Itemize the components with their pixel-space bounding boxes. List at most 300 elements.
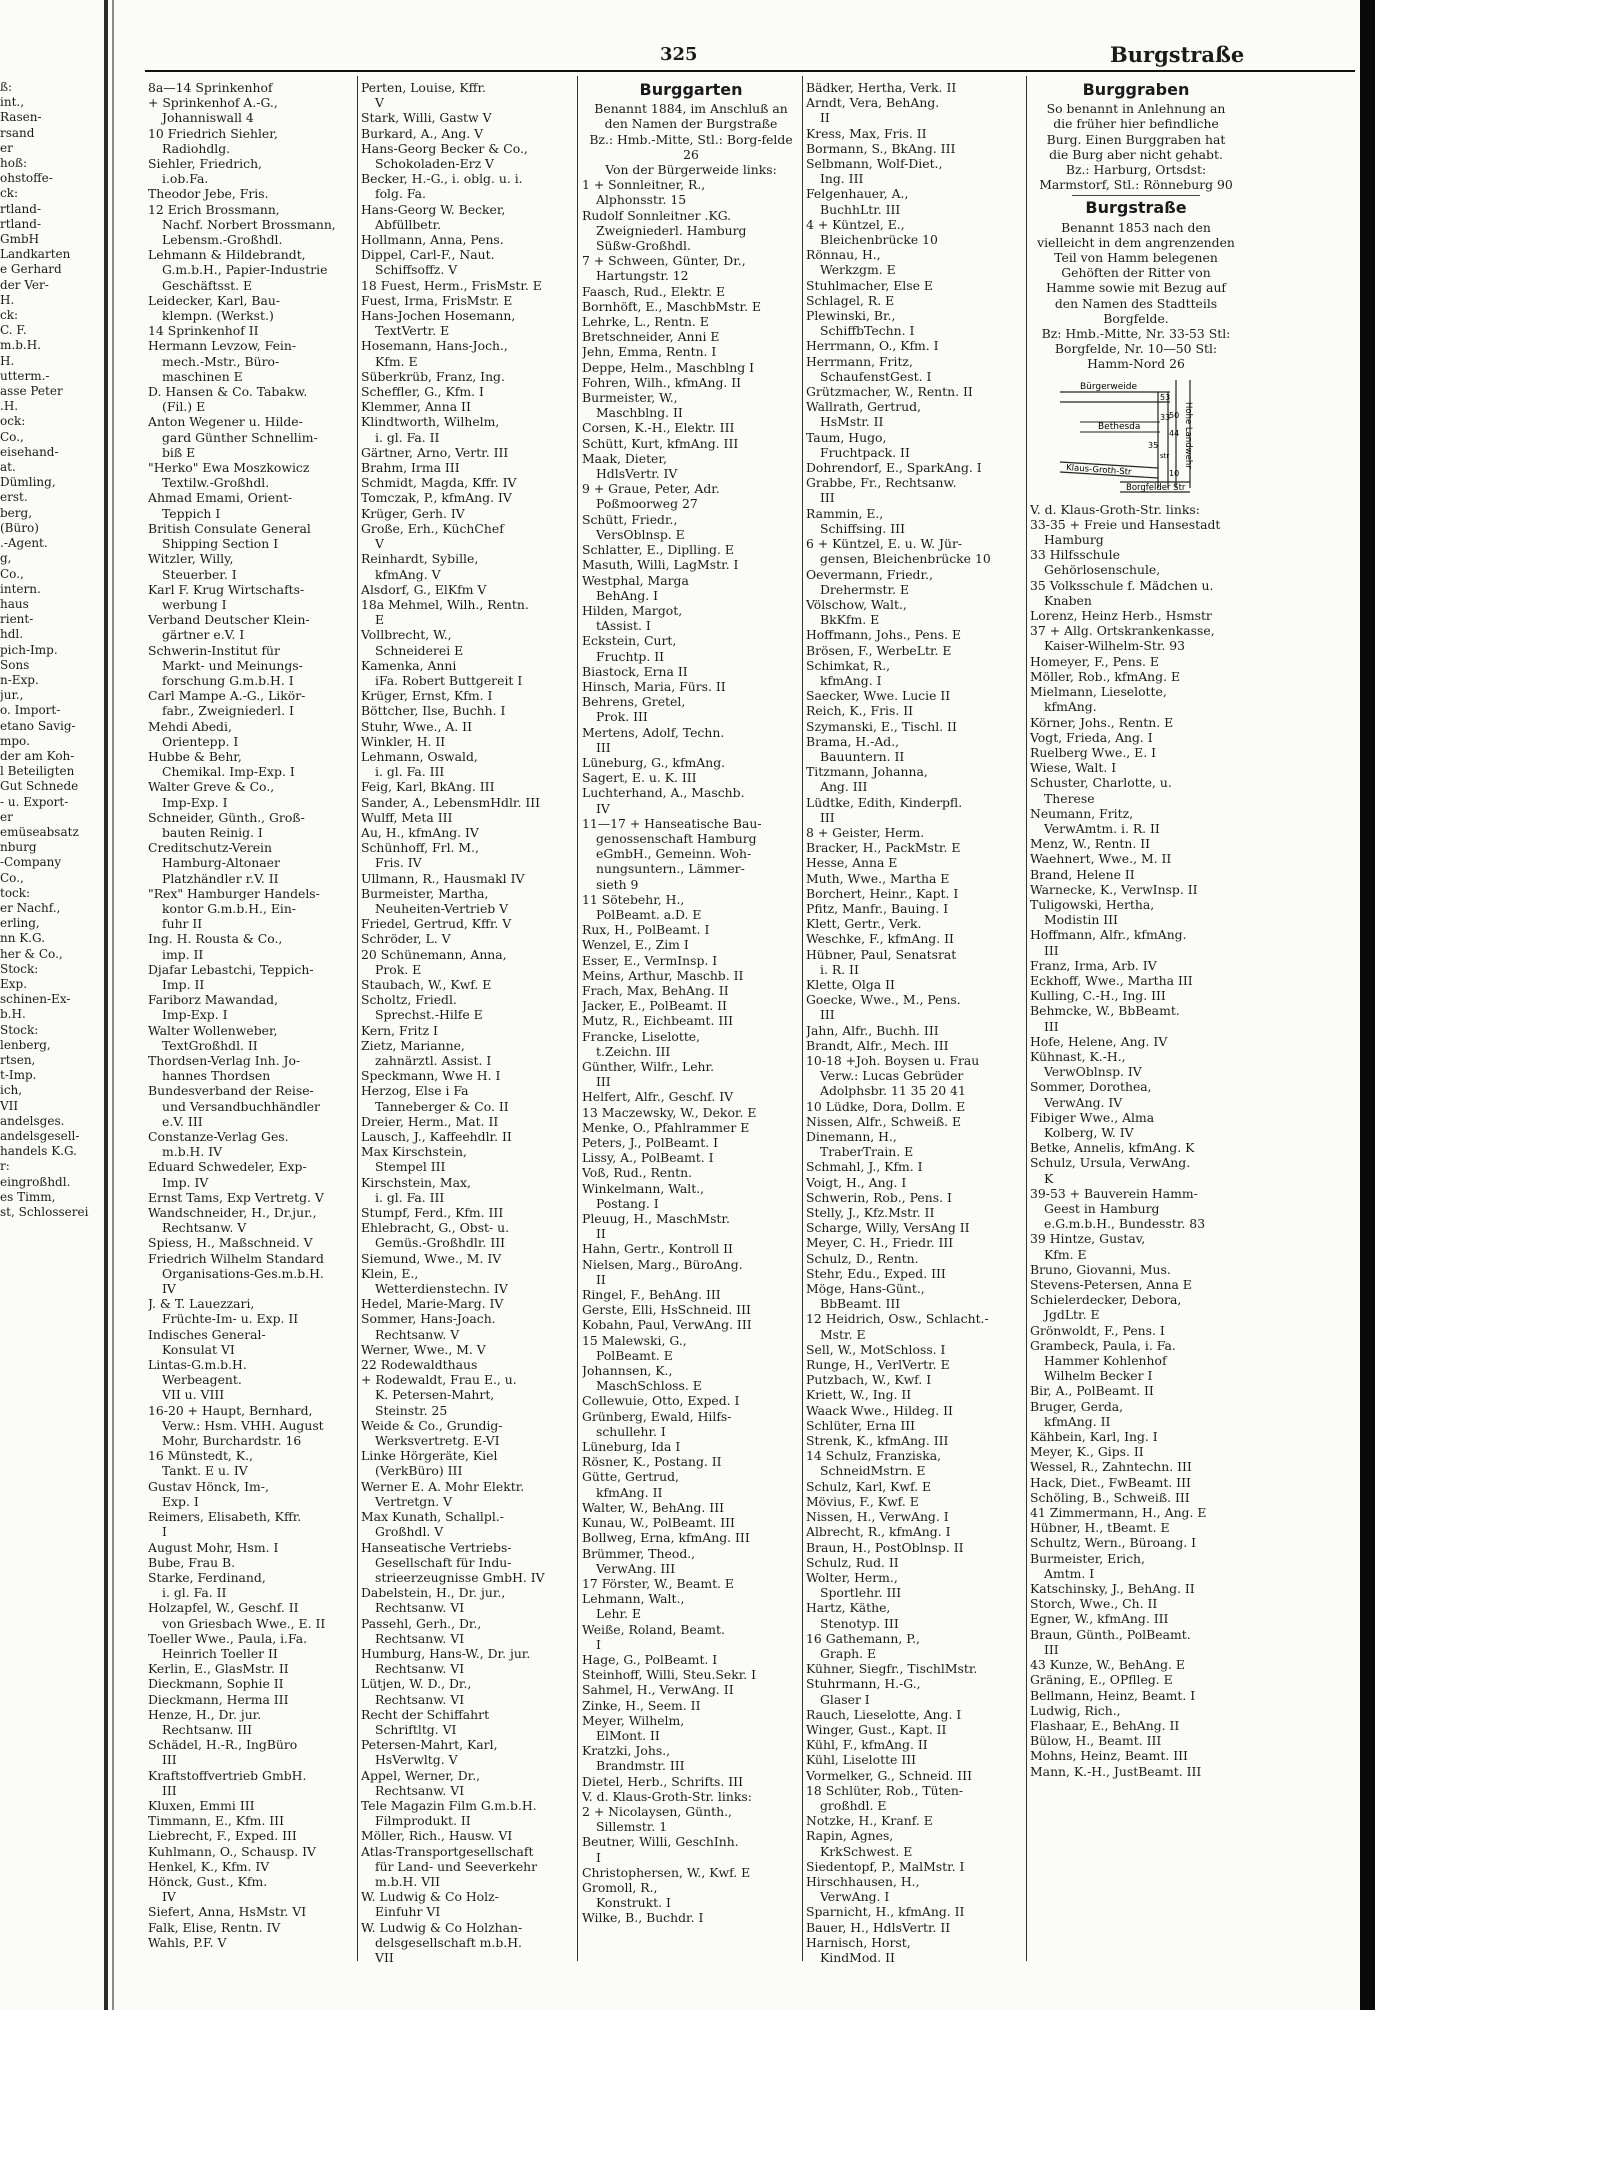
directory-entry: Dietel, Herb., Schrifts. III [582, 1773, 743, 1789]
directory-entry: Nissen, H., VerwAng. I [806, 1509, 949, 1525]
directory-entry: Exp. I [162, 1493, 199, 1509]
directory-entry: Stempel III [375, 1159, 446, 1175]
directory-entry: n-Exp. [0, 672, 39, 687]
directory-entry: Imp. IV [162, 1174, 209, 1190]
directory-entry: Wiese, Walt. I [1030, 760, 1117, 776]
directory-entry: Jehn, Emma, Rentn. I [582, 344, 717, 360]
directory-entry: Burmeister, W., [582, 390, 678, 406]
directory-entry: 39-53 + Bauverein Hamm- [1030, 1185, 1198, 1201]
directory-entry: emüseabsatz [0, 824, 79, 839]
directory-entry: Taum, Hugo, [806, 429, 887, 445]
directory-entry: gensen, Bleichenbrücke 10 [820, 551, 991, 567]
directory-entry: Bädker, Hertha, Verk. II [806, 80, 957, 95]
directory-entry: Corsen, K.-H., Elektr. III [582, 420, 735, 436]
directory-entry: Kamenka, Anni [361, 657, 457, 673]
directory-entry: Christophersen, W., Kwf. E [582, 1864, 751, 1880]
directory-entry: Menke, O., Pfahlrammer E [582, 1119, 750, 1135]
directory-entry: Amtm. I [1044, 1565, 1095, 1581]
directory-entry: PolBeamt. a.D. E [596, 906, 702, 922]
directory-entry: Siehler, Friedrich, [148, 156, 262, 172]
directory-entry: G.m.b.H., Papier-Industrie [162, 262, 328, 278]
directory-entry: VersOblnsp. E [596, 526, 685, 542]
directory-entry: Organisations-Ges.m.b.H. [162, 1265, 324, 1281]
directory-entry: Staubach, W., Kwf. E [361, 976, 492, 992]
directory-entry: Humburg, Hans-W., Dr. jur. [361, 1645, 531, 1661]
directory-entry: Schulz, Ursula, VerwAng. [1030, 1155, 1191, 1171]
directory-entry: Bube, Frau B. [148, 1554, 236, 1570]
directory-entry: Winger, Gust., Kapt. II [806, 1721, 947, 1737]
directory-entry: C. F. [0, 323, 27, 338]
map-label: str [1160, 451, 1170, 460]
directory-entry: Hartungstr. 12 [596, 268, 689, 284]
directory-entry: Kratzki, Johs., [582, 1743, 671, 1759]
directory-entry: tAssist. I [596, 618, 651, 634]
directory-entry: Kunau, W., PolBeamt. III [582, 1515, 735, 1531]
directory-entry: Hans-Jochen Hosemann, [361, 308, 516, 324]
directory-entry: Adolphsbr. 11 35 20 41 [820, 1083, 966, 1099]
directory-entry: Flashaar, E., BehAng. II [1030, 1717, 1180, 1733]
directory-entry: ck: [0, 186, 19, 201]
column-2 [361, 80, 573, 1965]
directory-entry: Stuhlmacher, Else E [806, 277, 933, 293]
directory-entry: Timmann, E., Kfm. III [148, 1813, 284, 1829]
directory-entry: Meyer, C. H., Friedr. III [806, 1235, 954, 1251]
directory-entry: Sprechst.-Hilfe E [375, 1007, 483, 1023]
directory-entry: Voigt, H., Ang. I [806, 1174, 907, 1190]
directory-entry: Alphonsstr. 15 [596, 192, 687, 208]
directory-entry: Zietz, Marianne, [361, 1037, 465, 1053]
column-rule [357, 76, 358, 1961]
directory-entry: Stevens-Petersen, Anna E [1030, 1277, 1192, 1293]
directory-entry: haus [0, 596, 29, 611]
directory-entry: er [0, 140, 13, 155]
directory-entry: Passehl, Gerh., Dr., [361, 1615, 482, 1631]
directory-entry: Verw.: Hsm. VHH. August [162, 1417, 324, 1433]
directory-entry: Co., [0, 566, 24, 581]
directory-entry: Stumpf, Ferd., Kfm. III [361, 1205, 504, 1221]
directory-entry: der am Koh- [0, 748, 75, 763]
directory-entry: W. Ludwig & Co Holzhan- [361, 1919, 523, 1935]
directory-entry: III [1044, 942, 1059, 958]
map-label: Hohe Landwehr [1183, 401, 1193, 469]
directory-entry: ock: [0, 414, 26, 429]
directory-entry: Co., [0, 429, 24, 444]
directory-entry: Rechtsanw. VI [375, 1600, 465, 1616]
directory-entry: Lausch, J., Kaffeehdlr. II [361, 1129, 512, 1145]
directory-entry: Exp. [0, 976, 28, 991]
directory-entry: Rösner, K., Postang. II [582, 1454, 722, 1470]
directory-entry: Werner E. A. Mohr Elektr. [361, 1478, 525, 1494]
directory-entry: ich, [0, 1083, 23, 1098]
directory-entry: Rechtsanw. V [375, 1326, 460, 1342]
directory-entry: rtland- [0, 216, 42, 231]
directory-entry: Hilden, Margot, [582, 602, 683, 618]
directory-entry: Steinstr. 25 [375, 1402, 448, 1418]
directory-entry: Hans-Georg Becker & Co., [361, 140, 528, 156]
directory-entry: Ruelberg Wwe., E. I [1030, 744, 1156, 760]
section-note: Bz.: Harburg, Ortsdst: Marmstorf, Stl.: Rönneburg 90 [1039, 162, 1233, 193]
directory-entry: werbung I [162, 596, 227, 612]
directory-entry: Hamburg [1044, 532, 1104, 548]
directory-entry: (Fil.) E [162, 399, 206, 415]
directory-entry: Schulz, Karl, Kwf. E [806, 1478, 932, 1494]
directory-entry: Hermann Levzow, Fein- [148, 338, 297, 354]
directory-entry: Jacker, E., PolBeamt. II [582, 998, 727, 1014]
directory-entry: 33 Hilfsschule [1030, 547, 1120, 563]
directory-entry: Ludwig, Rich., [1030, 1702, 1121, 1718]
directory-entry: Bollweg, Erna, kfmAng. III [582, 1530, 750, 1546]
directory-entry: I [596, 1636, 601, 1652]
directory-entry: Mövius, F., Kwf. E [806, 1493, 919, 1509]
directory-entry: Bornhöft, E., MaschbMstr. E [582, 298, 762, 314]
directory-entry: Schultz, Wern., Büroang. I [1030, 1535, 1197, 1551]
directory-entry: I [596, 1849, 601, 1865]
directory-entry: Bretschneider, Anni E [582, 329, 720, 345]
directory-entry: Stehr, Edu., Exped. III [806, 1265, 946, 1281]
directory-entry: Starke, Ferdinand, [148, 1569, 266, 1585]
directory-entry: HsMstr. II [820, 414, 884, 430]
directory-entry: August Mohr, Hsm. I [148, 1539, 279, 1555]
directory-entry: Gemüs.-Großhdlr. III [375, 1235, 505, 1251]
directory-entry: Bleichenbrücke 10 [820, 232, 938, 248]
directory-entry: Brösen, F., WerbeLtr. E [806, 642, 952, 658]
directory-entry: Graph. E [820, 1645, 877, 1661]
directory-entry: Konsulat VI [162, 1341, 235, 1357]
directory-entry: Creditschutz-Verein [148, 840, 273, 856]
directory-entry: Albrecht, R., kfmAng. I [806, 1524, 951, 1540]
directory-entry: 33-35 + Freie und Hansestadt [1030, 516, 1221, 532]
directory-entry: Co., [0, 870, 24, 885]
directory-entry: Sillemstr. 1 [596, 1819, 668, 1835]
directory-entry: II [596, 1271, 606, 1287]
directory-entry: Schimkat, R., [806, 657, 891, 673]
directory-entry: Neuheiten-Vertrieb V [375, 900, 509, 916]
directory-entry: SchneidMstrn. E [820, 1463, 926, 1479]
directory-entry: Lebensm.-Großhdl. [162, 232, 283, 248]
directory-entry: Kühl, F., kfmAng. II [806, 1737, 928, 1753]
directory-entry: Hollmann, Anna, Pens. [361, 232, 504, 248]
directory-entry: Einfuhr VI [375, 1904, 441, 1920]
directory-entry: eGmbH., Gemeinn. Woh- [596, 846, 752, 862]
directory-entry: Mutz, R., Eichbeamt. III [582, 1013, 734, 1029]
directory-entry: Helfert, Alfr., Geschf. IV [582, 1089, 734, 1105]
directory-entry: Strenk, K., kfmAng. III [806, 1433, 949, 1449]
directory-entry: Pleuug, H., MaschMstr. [582, 1211, 730, 1227]
directory-entry: Möge, Hans-Günt., [806, 1281, 925, 1297]
directory-entry: Schwerin, Rob., Pens. I [806, 1189, 952, 1205]
directory-entry: rtland- [0, 201, 42, 216]
directory-entry: Gesellschaft für Indu- [375, 1554, 512, 1570]
directory-entry: Konstrukt. I [596, 1895, 671, 1911]
directory-entry: 16 Münstedt, K., [148, 1448, 253, 1464]
directory-entry: Werner, Wwe., M. V [361, 1341, 486, 1357]
directory-entry: Fruchtp. II [596, 648, 664, 664]
directory-entry: Kühner, Siegfr., TischlMstr. [806, 1661, 978, 1677]
directory-entry: er Nachf., [0, 900, 61, 915]
directory-entry: Ahmad Emami, Orient- [148, 490, 293, 506]
directory-entry: Falk, Elise, Rentn. IV [148, 1919, 281, 1935]
directory-entry: Biastock, Erna II [582, 663, 688, 679]
street-map-diagram [1040, 378, 1230, 496]
directory-entry: erling, [0, 916, 40, 931]
directory-entry: Reimers, Elisabeth, Kffr. [148, 1509, 302, 1525]
directory-entry: Fariborz Mawandad, [148, 992, 279, 1008]
directory-entry: Petersen-Mahrt, Karl, [361, 1737, 498, 1753]
directory-entry: etano Savig- [0, 718, 76, 733]
directory-entry: Krüger, Gerh. IV [361, 505, 465, 521]
directory-entry: Schädel, H.-R., IngBüro [148, 1737, 298, 1753]
directory-entry: Leidecker, Karl, Bau- [148, 292, 281, 308]
section-note: Benannt 1853 nach den vielleicht in dem angrenzenden Teil von Hamm belegenen Gehöften der Ritter von Hamme sowie mit Bezug auf den Namen des Stadtteils Borgfelde. [1037, 219, 1235, 326]
directory-entry: Shipping Section I [162, 536, 279, 552]
directory-entry: SchaufenstGest. I [820, 368, 932, 384]
directory-entry: III [162, 1752, 177, 1768]
directory-entry: Günther, Wilfr., Lehr. [582, 1059, 715, 1074]
directory-entry: Sell, W., MotSchloss. I [806, 1341, 946, 1357]
directory-entry: Früchte-Im- u. Exp. II [162, 1311, 299, 1327]
directory-entry: Max Kirschstein, [361, 1144, 467, 1160]
directory-entry: Dreier, Herm., Mat. II [361, 1113, 499, 1129]
directory-entry: Fuest, Irma, FrisMstr. E [361, 292, 513, 308]
directory-entry: Wetterdienstechn. IV [375, 1281, 508, 1297]
directory-entry: Franz, Irma, Arb. IV [1030, 957, 1157, 973]
directory-entry: Rammin, E., [806, 505, 884, 521]
directory-entry: Schröder, L. V [361, 931, 451, 947]
directory-entry: Stelly, J., Kfz.Mstr. II [806, 1205, 935, 1221]
directory-entry: + Rodewaldt, Frau E., u. [361, 1372, 517, 1388]
directory-entry: V. d. Klaus-Groth-Str. links: [582, 1788, 752, 1804]
directory-entry: Speckmann, Wwe H. I [361, 1068, 501, 1084]
directory-entry: Schlagel, R. E [806, 292, 895, 308]
directory-entry: Warnecke, K., VerwInsp. II [1030, 881, 1198, 897]
directory-entry: Siemund, Wwe., M. IV [361, 1250, 502, 1266]
directory-entry: Jahn, Alfr., Buchh. III [806, 1022, 939, 1038]
directory-entry: Ernst Tams, Exp Vertretg. V [148, 1189, 324, 1205]
direction-note: Von der Bürgerweide links: [605, 162, 777, 178]
directory-entry: Hartz, Käthe, [806, 1600, 891, 1616]
directory-entry: Kress, Max, Fris. II [806, 125, 927, 141]
directory-entry: Hirschhausen, H., [806, 1873, 920, 1889]
directory-entry: Mann, K.-H., JustBeamt. III [1030, 1763, 1202, 1779]
directory-entry: Schneiderei E [375, 642, 464, 658]
directory-entry: iFa. Robert Buttgereit I [375, 672, 523, 688]
directory-entry: Constanze-Verlag Ges. [148, 1129, 289, 1145]
directory-entry: Siedentopf, P., MalMstr. I [806, 1858, 965, 1874]
directory-entry: III [596, 1074, 611, 1090]
directory-entry: kontor G.m.b.H., Ein- [162, 900, 296, 916]
directory-entry: Holzapfel, W., Geschf. II [148, 1600, 299, 1616]
directory-entry: großhdl. E [820, 1797, 887, 1813]
directory-entry: Stock: [0, 1022, 39, 1037]
directory-entry: Kolberg, W. IV [1044, 1124, 1134, 1140]
directory-entry: e.G.m.b.H., Bundesstr. 83 [1044, 1216, 1206, 1232]
directory-entry: Herzog, Else i Fa [361, 1083, 469, 1099]
directory-entry: Postang. I [596, 1195, 659, 1211]
directory-entry: Sparnicht, H., kfmAng. II [806, 1904, 965, 1920]
directory-entry: Gustav Hönck, Im-, [148, 1478, 269, 1494]
directory-entry: maschinen E [162, 368, 243, 384]
map-label: 35 [1148, 440, 1159, 450]
directory-entry: für Land- und Seeverkehr [375, 1858, 538, 1874]
directory-entry: Lüneburg, G., kfmAng. [582, 754, 726, 770]
directory-entry: Vormelker, G., Schneid. III [806, 1767, 972, 1783]
directory-entry: Herrmann, Fritz, [806, 353, 913, 369]
directory-entry: Große, Erh., KüchChef [361, 520, 504, 536]
directory-entry: Schiffsoffz. V [375, 262, 458, 278]
directory-entry: Wenzel, E., Zim I [582, 937, 689, 953]
directory-entry: Schmahl, J., Kfm. I [806, 1159, 923, 1175]
directory-entry: Hoffmann, Johs., Pens. E [806, 627, 961, 643]
section-note: Bz.: Hmb.-Mitte, Stl.: Borg-felde 26 [589, 131, 793, 162]
directory-entry: fuhr II [162, 916, 203, 932]
directory-entry: Beutner, Willi, GeschInh. [582, 1834, 739, 1850]
directory-entry: Kluxen, Emmi III [148, 1797, 255, 1813]
column-rule [802, 76, 803, 1961]
directory-entry: Hinsch, Maria, Fürs. II [582, 678, 726, 694]
directory-entry: Atlas-Transportgesellschaft [361, 1843, 534, 1859]
directory-entry: Kuhlmann, O., Schausp. IV [148, 1843, 316, 1859]
directory-entry: Ehlebracht, G., Obst- u. [361, 1220, 510, 1236]
directory-entry: 14 Sprinkenhof II [148, 323, 259, 339]
directory-entry: Carl Mampe A.-G., Likör- [148, 688, 306, 704]
directory-entry: Sander, A., LebensmHdlr. III [361, 794, 541, 810]
directory-entry: hdl. [0, 627, 24, 642]
directory-entry: Bruger, Gerda, [1030, 1398, 1124, 1414]
directory-entry: Feig, Karl, BkAng. III [361, 779, 495, 795]
directory-entry: Kfm. E [375, 353, 418, 369]
directory-entry: VII [0, 1098, 19, 1113]
directory-entry: Werbeagent. [162, 1372, 242, 1388]
directory-entry: E [375, 612, 385, 628]
section-note: Bz: Hmb.-Mitte, Nr. 33-53 Stl: Borgfelde, Nr. 10—50 Stl: Hamm-Nord 26 [1041, 326, 1231, 372]
directory-entry: utterm.- [0, 368, 50, 383]
directory-entry: zahnärztl. Assist. I [375, 1053, 492, 1068]
directory-entry: VerwAng. IV [1044, 1094, 1123, 1110]
directory-entry: Egner, W., kfmAng. III [1030, 1611, 1169, 1627]
directory-entry: Imp-Exp. I [162, 794, 228, 810]
directory-entry: 12 Heidrich, Osw., Schlacht.- [806, 1311, 989, 1327]
directory-entry: Weschke, F., kfmAng. II [806, 931, 954, 947]
section-divider [1072, 195, 1199, 196]
directory-entry: IV [596, 800, 610, 816]
directory-entry: Hübner, H., tBeamt. E [1030, 1520, 1170, 1536]
directory-entry: Kähbein, Karl, Ing. I [1030, 1429, 1158, 1445]
directory-entry: Steuerber. I [162, 566, 237, 582]
directory-entry: Rechtsanw. VI [375, 1782, 465, 1798]
directory-entry: eisehand- [0, 444, 59, 459]
directory-entry: folg. Fa. [375, 186, 426, 202]
directory-entry: von Griesbach Wwe., E. II [162, 1615, 326, 1631]
directory-entry: VII [375, 1949, 394, 1965]
directory-entry: Hofe, Helene, Ang. IV [1030, 1033, 1168, 1049]
directory-entry: VerwAng. I [820, 1889, 890, 1905]
directory-entry: 18a Mehmel, Wilh., Rentn. [361, 596, 529, 612]
directory-entry: schinen-Ex- [0, 992, 71, 1007]
column-3 [582, 80, 800, 1926]
directory-entry: Weiße, Roland, Beamt. [582, 1621, 725, 1637]
directory-entry: Dümling, [0, 475, 56, 490]
directory-entry: Max Kunath, Schallpl.- [361, 1509, 504, 1525]
directory-entry: Winkelmann, Walt., [582, 1180, 705, 1196]
directory-entry: Weide & Co., Grundig- [361, 1417, 503, 1433]
directory-entry: 7 + Schween, Günter, Dr., [582, 253, 746, 269]
directory-entry: (VerkBüro) III [375, 1463, 463, 1479]
page-gutter [104, 0, 108, 2010]
directory-entry: III [596, 739, 611, 755]
directory-entry: Toeller Wwe., Paula, i.Fa. [148, 1630, 308, 1646]
directory-entry: und Versandbuchhändler [162, 1098, 320, 1114]
directory-entry: TextGroßhdl. II [162, 1037, 258, 1053]
directory-entry: Grützmacher, W., Rentn. II [806, 384, 973, 400]
directory-entry: 10 Lüdke, Dora, Dollm. E [806, 1098, 966, 1114]
directory-entry: Therese [1044, 790, 1095, 806]
directory-entry: Schulz, Rud. II [806, 1554, 899, 1570]
directory-entry: Verw.: Lucas Gebrüder [820, 1068, 964, 1084]
directory-entry: Voß, Rud., Rentn. [582, 1165, 693, 1181]
directory-entry: VerwAmtm. i. R. II [1044, 820, 1160, 836]
directory-entry: Textilw.-Großhdl. [162, 475, 270, 491]
page-number: 325 [660, 44, 698, 65]
map-label: 33 [1160, 412, 1171, 422]
directory-entry: 12 Erich Brossmann, [148, 201, 280, 217]
directory-entry: andelsges. [0, 1113, 65, 1128]
directory-entry: Mielmann, Lieselotte, [1030, 684, 1167, 700]
directory-entry: Recht der Schiffahrt [361, 1706, 490, 1722]
directory-entry: kfmAng. II [1044, 1413, 1111, 1429]
directory-entry: Felgenhauer, A., [806, 186, 909, 202]
directory-entry: 6 + Küntzel, E. u. W. Jür- [806, 536, 963, 552]
directory-entry: i. gl. Fa. II [375, 429, 440, 445]
directory-entry: Pfitz, Manfr., Bauing. I [806, 900, 949, 916]
directory-entry: Kobahn, Paul, VerwAng. III [582, 1317, 752, 1333]
directory-entry: Siefert, Anna, HsMstr. VI [148, 1904, 307, 1920]
directory-entry: Esser, E., VermInsp. I [582, 952, 718, 968]
directory-entry: VII u. VIII [162, 1387, 225, 1403]
directory-entry: int., [0, 95, 25, 110]
directory-entry: Wolter, Herm., [806, 1569, 898, 1585]
directory-entry: Hans-Georg W. Becker, [361, 201, 506, 217]
directory-entry: Betke, Annelis, kfmAng. K [1030, 1140, 1195, 1156]
directory-entry: II [596, 1226, 606, 1242]
directory-entry: Hanseatische Vertriebs- [361, 1539, 512, 1555]
directory-entry: er [0, 809, 13, 824]
directory-entry: 20 Schünemann, Anna, [361, 946, 507, 962]
directory-entry: i. gl. Fa. III [375, 764, 445, 780]
directory-entry: Francke, Liselotte, [582, 1028, 701, 1044]
directory-entry: Maak, Dieter, [582, 450, 667, 466]
directory-entry: Bundesverband der Reise- [148, 1083, 314, 1099]
directory-entry: Gut Schnede [0, 779, 79, 794]
directory-entry: Schriftltg. VI [375, 1721, 457, 1737]
directory-entry: Steinhoff, Willi, Steu.Sekr. I [582, 1667, 757, 1683]
directory-entry: Henze, H., Dr. jur. [148, 1706, 262, 1722]
directory-entry: Deppe, Helm., Maschblng I [582, 359, 754, 375]
directory-entry: erst. [0, 490, 28, 505]
directory-entry: Karl F. Krug Wirtschafts- [148, 581, 305, 597]
directory-entry: Kulling, C.-H., Ing. III [1030, 988, 1166, 1004]
directory-entry: 41 Zimmermann, H., Ang. E [1030, 1505, 1207, 1521]
directory-entry: Stark, Willi, Gastw V [361, 110, 492, 126]
directory-entry: Masuth, Willi, LagMstr. I [582, 557, 739, 573]
directory-entry: Perten, Louise, Kffr. [361, 80, 486, 95]
directory-entry: 35 Volksschule f. Mädchen u. [1030, 577, 1214, 593]
directory-entry: i. gl. Fa. III [375, 1189, 445, 1205]
directory-entry: Djafar Lebastchi, Teppich- [148, 961, 314, 977]
directory-entry: Hahn, Gertr., Kontroll II [582, 1241, 733, 1257]
directory-entry: Homeyer, F., Pens. E [1030, 653, 1159, 669]
directory-entry: lenberg, [0, 1037, 51, 1052]
directory-entry: Klindtworth, Wilhelm, [361, 414, 500, 430]
